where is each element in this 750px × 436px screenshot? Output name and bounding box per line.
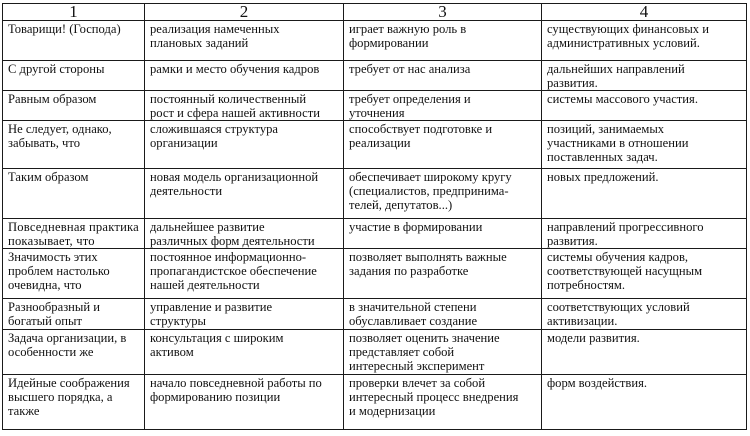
- cell-text: модели развития.: [547, 331, 640, 345]
- table-cell: [344, 61, 542, 91]
- cell-text: постоянный количественный рост и сфера нашей активности: [150, 92, 320, 120]
- cell-text: позиций, занимаемых участниками в отношении поставленных задач.: [547, 122, 689, 164]
- table-row: [3, 21, 747, 61]
- cell-text: Идейные соображения высшего порядка, а также: [8, 376, 130, 418]
- table-cell: [3, 330, 145, 375]
- table-cell: [542, 330, 747, 375]
- table-cell: [145, 61, 344, 91]
- header-row: [3, 4, 747, 21]
- cell-text: Товарищи! (Господа): [8, 22, 121, 36]
- cell-text: Повседневная практика показывает, что: [8, 220, 139, 248]
- cell-text: системы обучения кадров, соответствующей насущным потребностям.: [547, 250, 703, 292]
- cell-text: сложившаяся структура организации: [150, 122, 279, 150]
- table-cell: [3, 169, 145, 219]
- cell-text: Не следует, однако, забывать, что: [8, 122, 112, 150]
- cell-text: участие в формировании: [349, 220, 483, 234]
- column-header-3: 3: [344, 4, 542, 21]
- table-row: [3, 299, 747, 330]
- table-cell: [145, 375, 344, 430]
- table-cell: [542, 249, 747, 299]
- table-cell: [344, 299, 542, 330]
- table-row: [3, 169, 747, 219]
- table-cell: [145, 330, 344, 375]
- cell-text: рамки и место обучения кадров: [150, 62, 320, 76]
- table-row: [3, 91, 747, 121]
- cell-text: реализация намеченных плановых заданий: [150, 22, 280, 50]
- table-cell: [344, 91, 542, 121]
- cell-text: требует от нас анализа: [349, 62, 471, 76]
- cell-text: направлений прогрессивного развития.: [547, 220, 704, 248]
- table-row: [3, 330, 747, 375]
- table-cell: [145, 21, 344, 61]
- table-cell: [3, 61, 145, 91]
- cell-text: проверки влечет за собой интересный процесс внедрения и модернизации: [349, 376, 519, 418]
- table-row: [3, 375, 747, 430]
- cell-text: соответствующих условий активизации.: [547, 300, 690, 328]
- table-row: [3, 219, 747, 249]
- cell-text: форм воздействия.: [547, 376, 648, 390]
- cell-text: требует определения и уточнения: [349, 92, 471, 120]
- table-cell: [145, 121, 344, 169]
- table-cell: [3, 91, 145, 121]
- table-cell: [3, 375, 145, 430]
- table-cell: [542, 61, 747, 91]
- column-header-2: 2: [145, 4, 344, 21]
- table-cell: [145, 169, 344, 219]
- cell-text: Таким образом: [8, 170, 89, 184]
- cell-text: Значимость этих проблем настолько очевидна, что: [8, 250, 110, 292]
- table-cell: [542, 299, 747, 330]
- cell-text: дальнейших направлений развития.: [547, 62, 685, 90]
- cell-text: играет важную роль в формировании: [349, 22, 467, 50]
- cell-text: существующих финансовых и административных условий.: [547, 22, 709, 50]
- table-cell: [344, 121, 542, 169]
- table-row: [3, 249, 747, 299]
- table-row: [3, 121, 747, 169]
- table-cell: [145, 299, 344, 330]
- table-cell: [3, 21, 145, 61]
- cell-text: способствует подготовке и реализации: [349, 122, 493, 150]
- table-cell: [344, 21, 542, 61]
- cell-text: позволяет оценить значение представляет собой интересный эксперимент: [349, 331, 500, 373]
- table-cell: [542, 219, 747, 249]
- table-cell: [3, 249, 145, 299]
- table-cell: [344, 249, 542, 299]
- table-cell: [145, 91, 344, 121]
- cell-text: Разнообразный и богатый опыт: [8, 300, 100, 328]
- cell-text: Равным образом: [8, 92, 97, 106]
- table-cell: [542, 375, 747, 430]
- table-cell: [344, 169, 542, 219]
- cell-text: Задача организации, в особенности же: [8, 331, 127, 359]
- cell-text: начало повседневной работы по формированию позиции: [150, 376, 322, 404]
- table-cell: [542, 169, 747, 219]
- table-cell: [542, 21, 747, 61]
- table-row: [3, 61, 747, 91]
- cell-text: С другой стороны: [8, 62, 105, 76]
- column-header-4: 4: [542, 4, 747, 21]
- cell-text: новая модель организационной деятельности: [150, 170, 319, 198]
- table-cell: [542, 91, 747, 121]
- cell-text: управление и развитие структуры: [150, 300, 273, 328]
- cell-text: постоянное информационно- пропагандистское обеспечение нашей деятельности: [150, 250, 317, 292]
- cell-text: консультация с широким активом: [150, 331, 284, 359]
- cell-text: позволяет выполнять важные задания по разработке: [349, 250, 507, 278]
- table-cell: [3, 121, 145, 169]
- cell-text: дальнейшее развитие различных форм деятельности: [150, 220, 315, 248]
- table-cell: [3, 219, 145, 249]
- table-cell: [344, 219, 542, 249]
- column-header-1: 1: [3, 4, 145, 21]
- table-cell: [3, 299, 145, 330]
- cell-text: обеспечивает широкому кругу (специалистов, предпринима- телей, депутатов...): [349, 170, 512, 212]
- table-cell: [145, 219, 344, 249]
- table-cell: [145, 249, 344, 299]
- cell-text: системы массового участия.: [547, 92, 698, 106]
- table-cell: [344, 375, 542, 430]
- cell-text: в значительной степени обуславливает создание: [349, 300, 478, 328]
- cell-text: новых предложений.: [547, 170, 659, 184]
- table-cell: [542, 121, 747, 169]
- table-cell: [344, 330, 542, 375]
- phrase-generator-table: [2, 3, 747, 430]
